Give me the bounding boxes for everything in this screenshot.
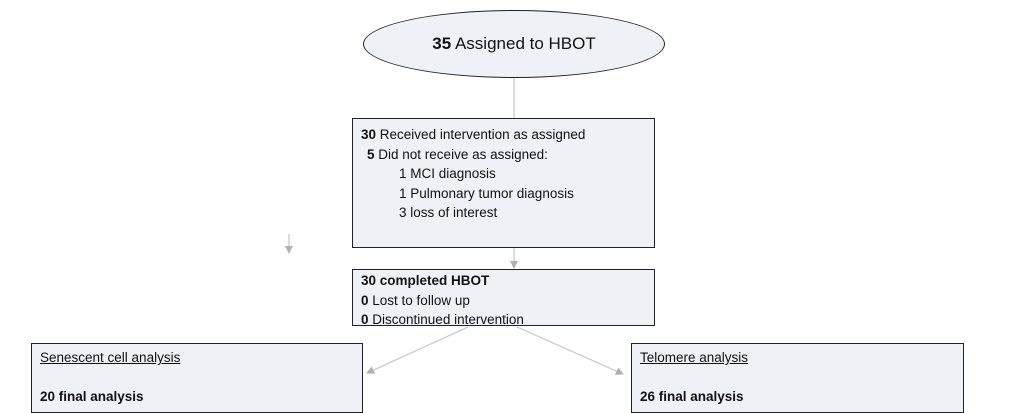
senescent-title xyxy=(40,348,354,368)
reason-item: 1 MCI diagnosis xyxy=(399,166,496,181)
reason-item: 1 Pulmonary tumor diagnosis xyxy=(399,185,574,201)
telomere-final xyxy=(640,387,955,407)
received-line xyxy=(361,125,646,145)
assigned-count: 35 xyxy=(432,34,452,53)
completion-box xyxy=(352,269,655,326)
senescent-title-text: Senescent cell analysis xyxy=(40,350,181,365)
not-received-label: Did not receive as assigned: xyxy=(378,146,548,162)
lost-label: Lost to follow up xyxy=(372,292,470,308)
assigned-node xyxy=(363,10,665,78)
assigned-label: Assigned to HBOT xyxy=(454,34,596,53)
received-count: 30 xyxy=(361,127,377,142)
discontinued-count: 0 xyxy=(361,312,369,327)
telomere-final-text: 26 final analysis xyxy=(640,388,744,404)
spacer xyxy=(640,368,955,387)
not-received-count: 5 xyxy=(367,146,375,162)
connector-to-senescent xyxy=(367,327,468,373)
not-received-line xyxy=(361,145,646,165)
senescent-final-text: 20 final analysis xyxy=(40,388,144,404)
completed-text: 30 completed HBOT xyxy=(361,273,490,288)
discontinued-label: Discontinued intervention xyxy=(372,312,524,327)
received-label: Received intervention as assigned xyxy=(379,127,586,142)
discontinued-line xyxy=(361,310,646,330)
assigned-text xyxy=(432,34,596,54)
lost-count: 0 xyxy=(361,292,369,308)
telomere-title-text: Telomere analysis xyxy=(640,350,749,365)
senescent-box xyxy=(31,343,363,413)
spacer xyxy=(40,368,354,387)
telomere-box xyxy=(631,343,964,413)
completed-line xyxy=(361,271,646,291)
telomere-title xyxy=(640,348,955,368)
connector-to-telomere xyxy=(517,327,623,374)
lost-line xyxy=(361,291,646,311)
intervention-box xyxy=(352,118,655,248)
senescent-final xyxy=(40,387,354,407)
reason-item: 3 loss of interest xyxy=(399,205,498,220)
